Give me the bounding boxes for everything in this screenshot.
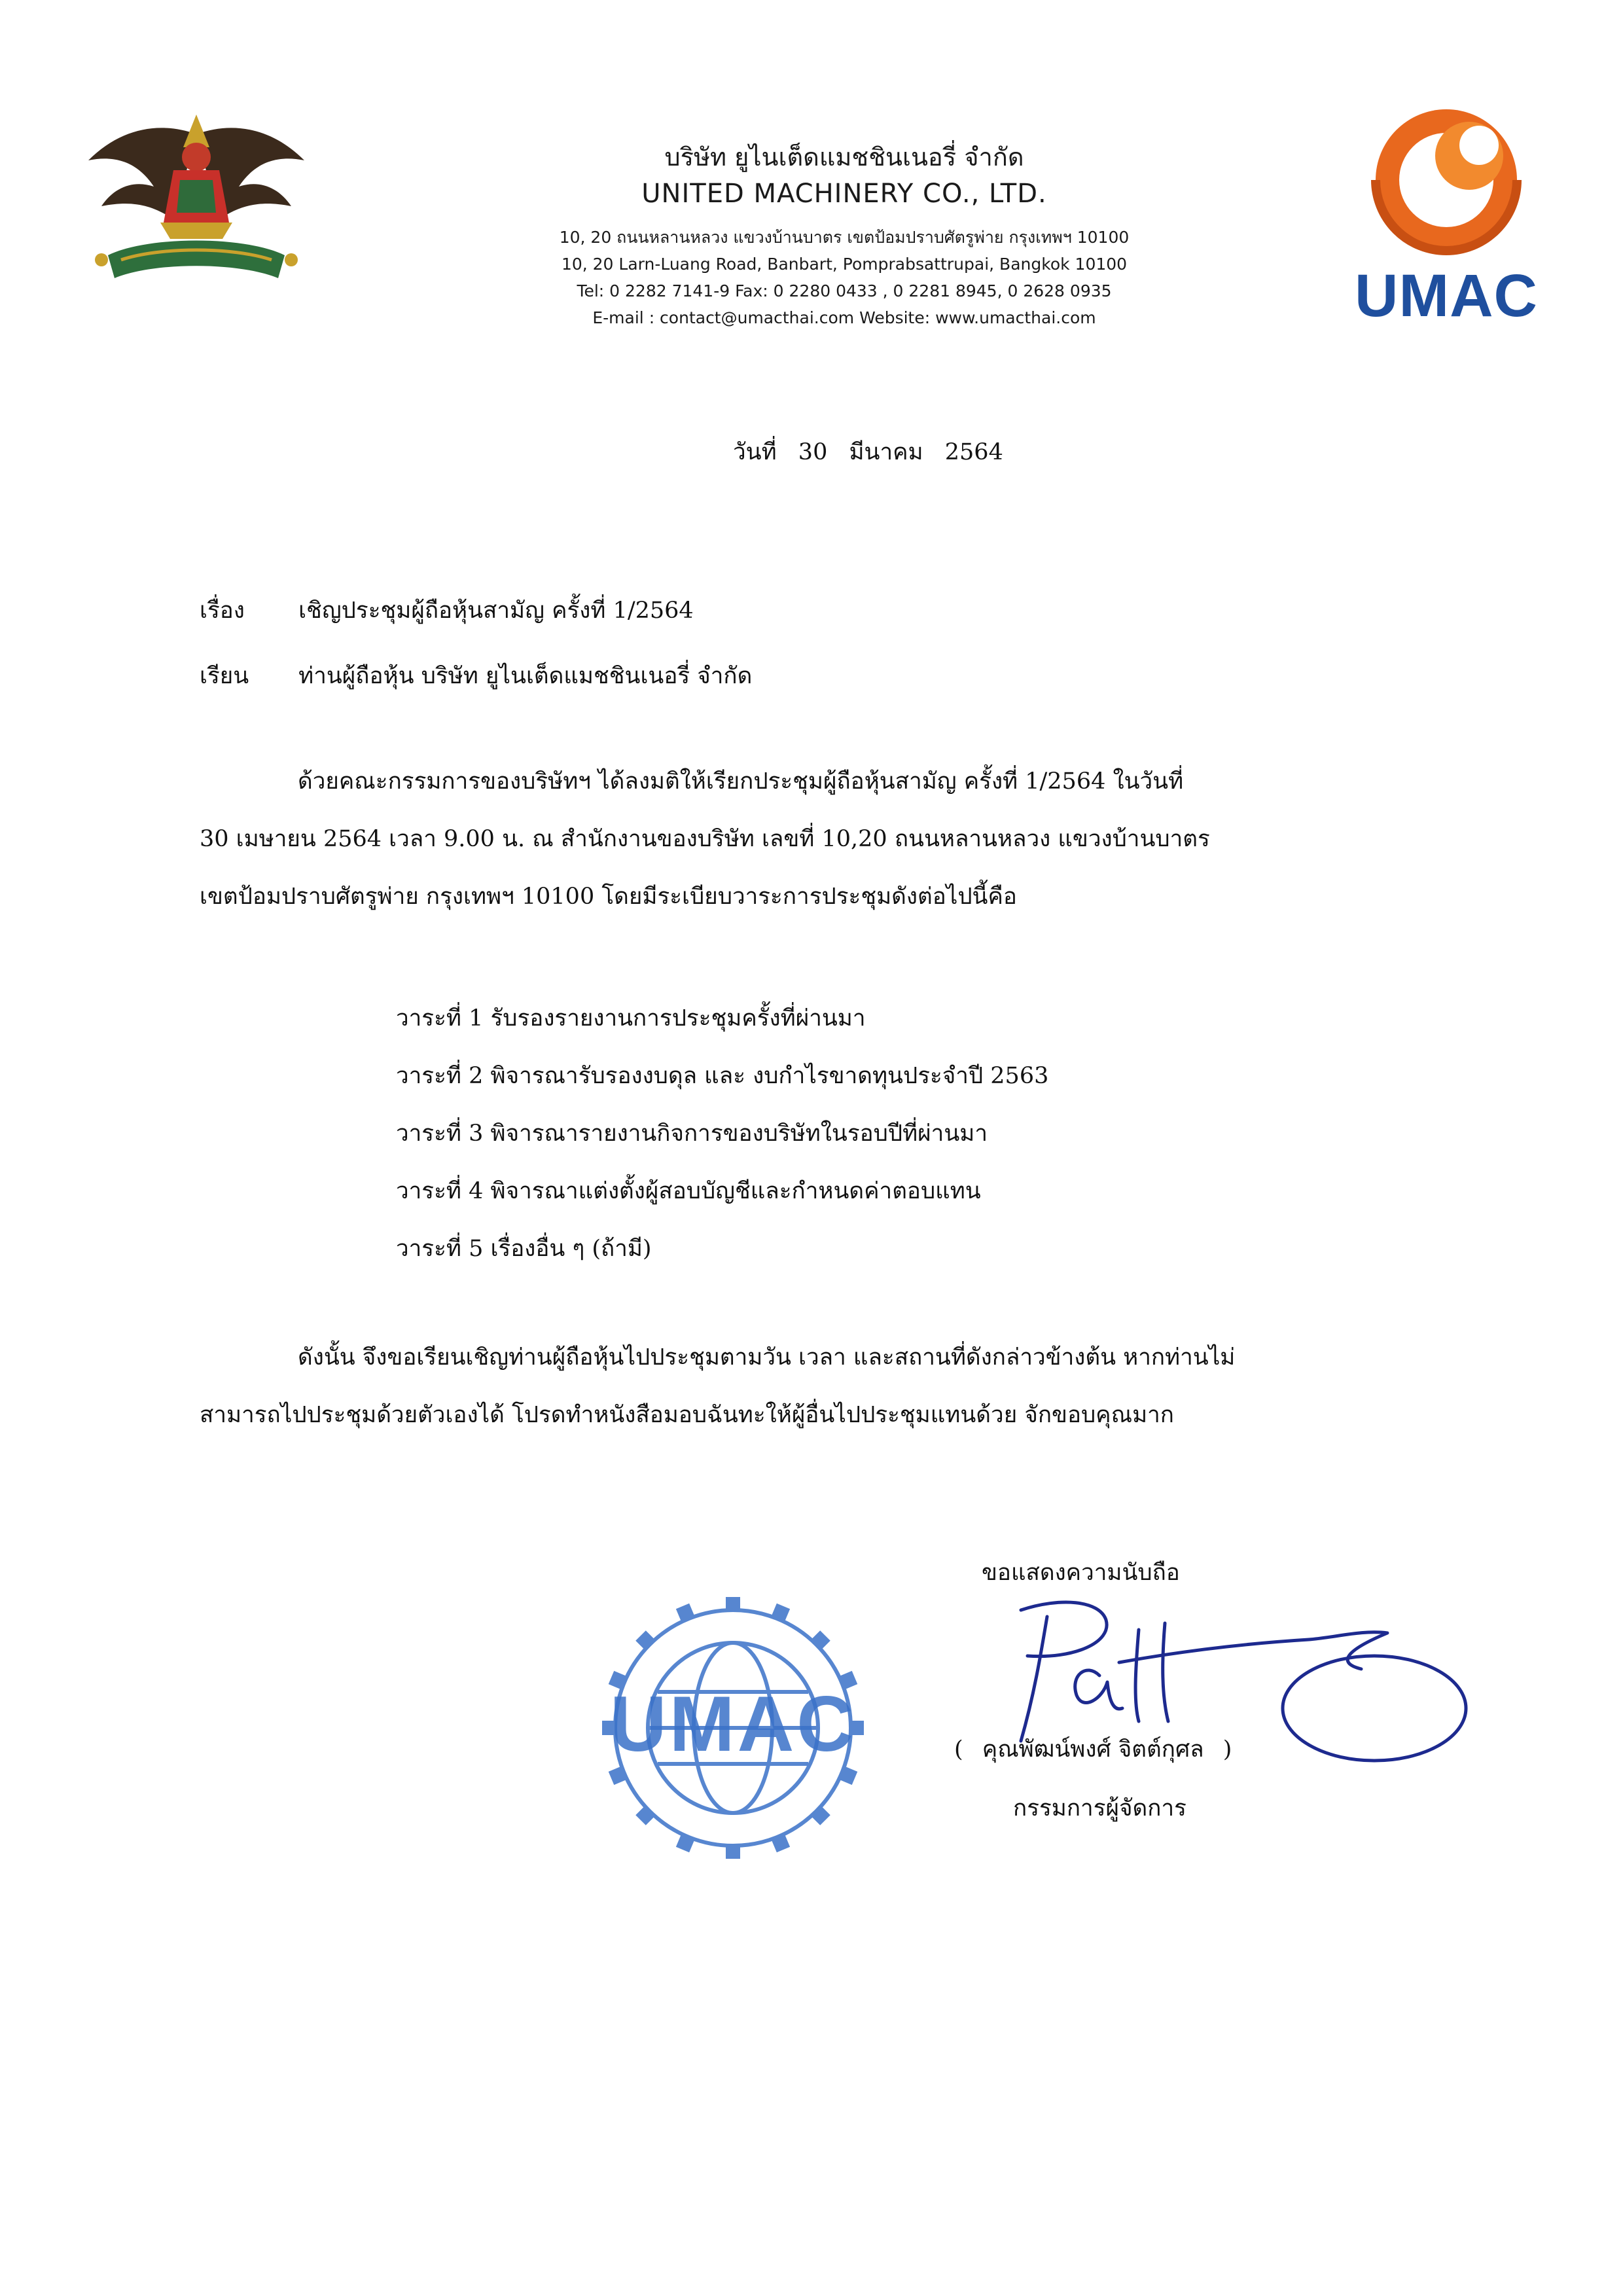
recipient-line <box>200 658 752 694</box>
signer-paren-close: ) <box>1222 1736 1232 1763</box>
contact-phone: Tel: 0 2282 7141-9 Fax: 0 2280 0433 , 0 2281 8945, 0 2628 0935 <box>577 281 1112 300</box>
stamp-logo-text: UMAC <box>610 1680 856 1768</box>
company-letterhead <box>497 139 1191 331</box>
agenda-list <box>396 990 1048 1278</box>
subject-text: เชิญประชุมผู้ถือหุ้นสามัญ ครั้งที่ 1/2564 <box>298 598 694 624</box>
umac-logo <box>1335 105 1558 329</box>
agenda-item: วาระที่ 1 รับรองรายงานการประชุมครั้งที่ผ่านมา <box>396 1005 866 1031</box>
closing-regards: ขอแสดงความนับถือ <box>982 1560 1180 1586</box>
intro-line-1: ด้วยคณะกรรมการของบริษัทฯ ได้ลงมติให้เรียกประชุมผู้ถือหุ้นสามัญ ครั้งที่ 1/2564 ในวันที่ <box>298 768 1184 795</box>
intro-line-3: เขตป้อมปราบศัตรูพ่าย กรุงเทพฯ 10100 โดยมีระเบียบวาระการประชุมดังต่อไปนี้คือ <box>200 884 1017 910</box>
company-name-thai: บริษัท ยูไนเต็ดแมชชินเนอรี่ จำกัด <box>664 143 1024 171</box>
signer-paren-open: ( <box>954 1736 963 1763</box>
umac-logo-text: UMAC <box>1355 262 1538 329</box>
signer-title: กรรมการผู้จัดการ <box>1013 1795 1186 1821</box>
invitation-paragraph <box>200 1329 1430 1444</box>
subject-line <box>200 592 694 628</box>
invitation-line-1: ดังนั้น จึงขอเรียนเชิญท่านผู้ถือหุ้นไปประชุมตามวัน เวลา และสถานที่ดังกล่าวข้างต้น หากท่านไม่ <box>298 1344 1236 1371</box>
invitation-line-2: สามารถไปประชุมด้วยตัวเองได้ โปรดทำหนังสือมอบฉันทะให้ผู้อื่นไปประชุมแทนด้วย จักขอบคุณมาก <box>200 1402 1174 1428</box>
contact-web: E-mail : contact@umacthai.com Website: www.umacthai.com <box>592 308 1096 327</box>
letter-date <box>733 434 1018 470</box>
signer-name: คุณพัฒน์พงศ์ จิตต์กุศล <box>982 1736 1204 1763</box>
subject-label: เรื่อง <box>200 598 245 624</box>
address-english: 10, 20 Larn-Luang Road, Banbart, Pomprabsattrupai, Bangkok 10100 <box>561 255 1128 274</box>
company-stamp <box>592 1587 874 1869</box>
signer-name-line <box>942 1731 1243 1767</box>
recipient-label: เรียน <box>200 663 249 689</box>
address-thai: 10, 20 ถนนหลานหลวง แขวงบ้านบาตร เขตป้อมปราบศัตรูพ่าย กรุงเทพฯ 10100 <box>559 228 1130 247</box>
date-prefix: วันที่ <box>733 439 777 465</box>
recipient-text: ท่านผู้ถือหุ้น บริษัท ยูไนเต็ดแมชชินเนอรี่ จำกัด <box>298 663 753 689</box>
date-month: มีนาคม <box>849 439 923 465</box>
agenda-item: วาระที่ 3 พิจารณารายงานกิจการของบริษัทในรอบปีที่ผ่านมา <box>396 1121 988 1147</box>
intro-line-2: 30 เมษายน 2564 เวลา 9.00 น. ณ สำนักงานของบริษัท เลขที่ 10,20 ถนนหลานหลวง แขวงบ้านบาตร <box>200 826 1210 852</box>
agenda-item: วาระที่ 4 พิจารณาแต่งตั้งผู้สอบบัญชีและกำหนดค่าตอบแทน <box>396 1178 981 1204</box>
agenda-item: วาระที่ 2 พิจารณารับรองงบดุล และ งบกำไรขาดทุนประจำปี 2563 <box>396 1063 1049 1089</box>
date-year: 2564 <box>944 439 1003 465</box>
company-name-english: UNITED MACHINERY CO., LTD. <box>641 179 1047 209</box>
agenda-item: วาระที่ 5 เรื่องอื่น ๆ (ถ้ามี) <box>396 1236 652 1262</box>
garuda-emblem-icon <box>82 108 311 304</box>
date-day: 30 <box>798 439 828 465</box>
umac-swirl-icon <box>1335 105 1558 262</box>
intro-paragraph <box>200 753 1430 925</box>
